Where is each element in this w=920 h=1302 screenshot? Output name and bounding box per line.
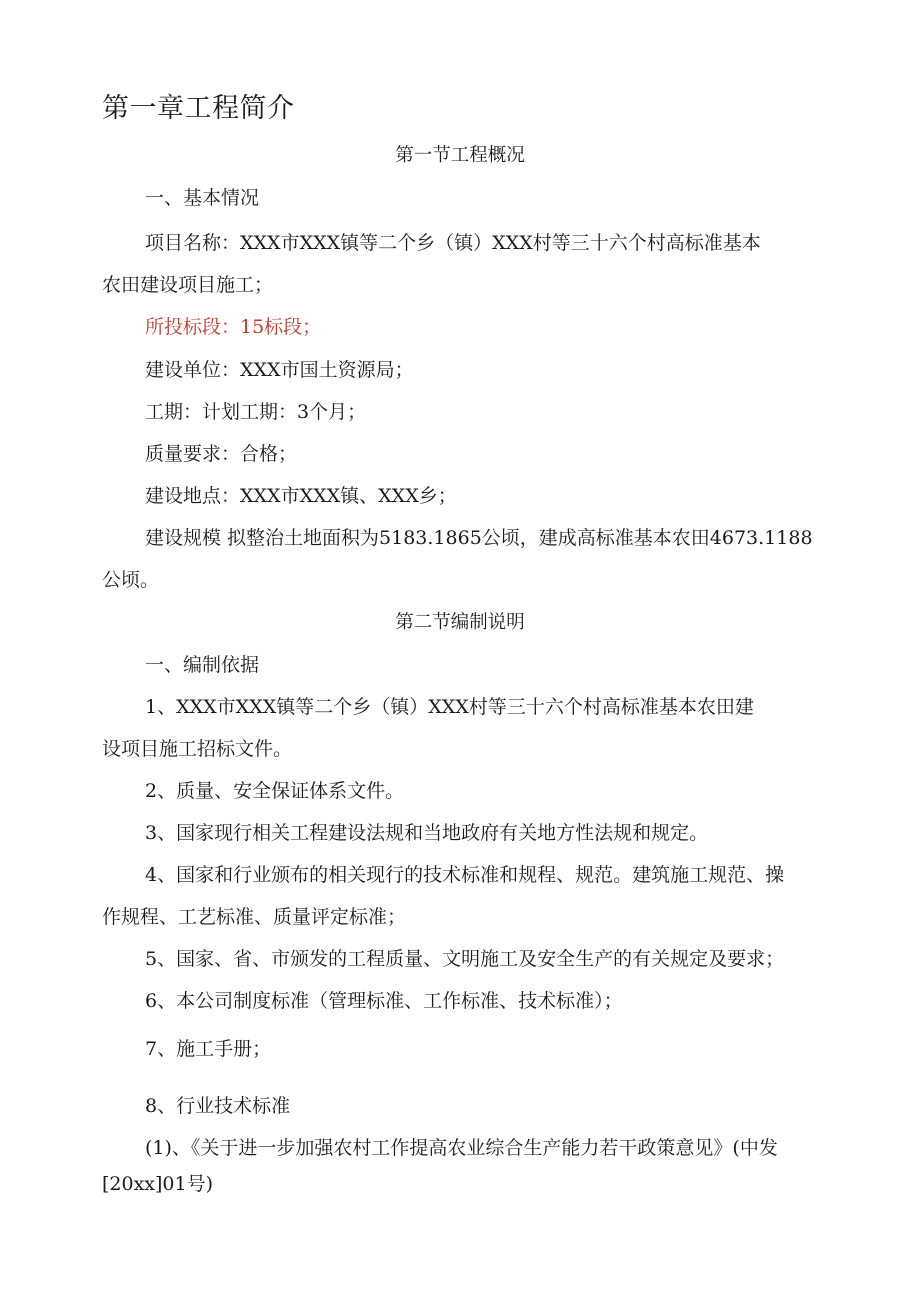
list-item: 2、质量、安全保证体系文件。 xyxy=(145,780,405,802)
paragraph-line: 农田建设项目施工； xyxy=(102,274,274,296)
list-item: 8、行业技术标准 xyxy=(145,1095,291,1117)
paragraph-line: 建设单位：XXX市国土资源局； xyxy=(145,359,414,381)
paragraph-line: 建设规模 拟整治土地面积为5183.1865公顷，建成高标准基本农田4673.1188 xyxy=(145,527,813,549)
list-item: 5、国家、省、市颁发的工程质量、文明施工及安全生产的有关规定及要求； xyxy=(145,948,785,970)
subheading: 一、基本情况 xyxy=(145,187,260,209)
paragraph-line: 项目名称：XXX市XXX镇等二个乡（镇）XXX村等三十六个村高标准基本 xyxy=(145,232,761,254)
list-item: 1、XXX市XXX镇等二个乡（镇）XXX村等三十六个村高标准基本农田建 xyxy=(145,696,754,718)
paragraph-line: 公顷。 xyxy=(102,569,160,591)
list-item: 4、国家和行业颁布的相关现行的技术标准和规程、规范。建筑施工规范、操 xyxy=(145,864,785,886)
list-item: 6、本公司制度标准（管理标准、工作标准、技术标准）； xyxy=(145,990,623,1012)
subheading: 一、编制依据 xyxy=(145,654,260,676)
list-item: 设项目施工招标文件。 xyxy=(102,738,293,760)
list-item: 7、施工手册； xyxy=(145,1038,272,1060)
paragraph-line: 建设地点：XXX市XXX镇、XXX乡； xyxy=(145,485,457,507)
list-item: 3、国家现行相关工程建设法规和当地政府有关地方性法规和规定。 xyxy=(145,822,709,844)
list-item: 作规程、工艺标准、质量评定标准； xyxy=(102,906,407,928)
paragraph-line: 工期：计划工期：3个月； xyxy=(145,401,367,423)
list-item: [20xx]01号) xyxy=(102,1173,214,1195)
list-item: (1)、《关于进一步加强农村工作提高农业综合生产能力若干政策意见》(中发 xyxy=(145,1137,778,1159)
bid-section-line: 所投标段：15标段； xyxy=(145,316,322,338)
chapter-title: 第一章工程简介 xyxy=(102,93,295,124)
section-title: 第一节工程概况 xyxy=(395,145,525,166)
paragraph-line: 质量要求：合格； xyxy=(145,443,298,465)
section-title: 第二节编制说明 xyxy=(395,612,525,633)
